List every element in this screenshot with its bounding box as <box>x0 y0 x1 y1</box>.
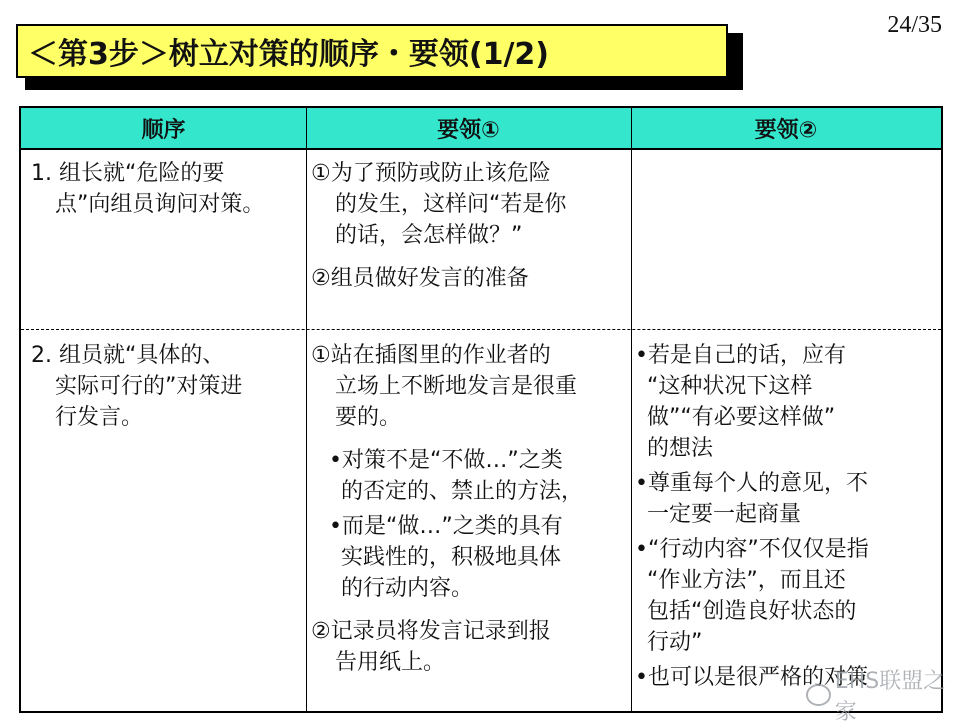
steps-table <box>19 106 943 713</box>
wechat-icon <box>806 684 831 706</box>
slide-title: ＜第3步＞树立对策的顺序・要领(1/2) <box>16 24 728 78</box>
row2-p2-bullet4: •也可以是很严格的对策 <box>635 665 868 690</box>
row2-sequence <box>31 340 303 433</box>
row2-point-1 <box>311 340 629 678</box>
watermark: EHS联盟之家 <box>806 664 960 726</box>
row2-p2-bullet3: •“行动内容”不仅仅是指 “作业方法”，而且还 包括“创造良好状态的 行动” <box>635 537 869 655</box>
column-divider <box>306 108 307 711</box>
row1-sequence <box>31 158 303 220</box>
column-divider <box>631 108 632 711</box>
row2-p1-item2: ②记录员将发言记录到报 告用纸上。 <box>311 619 551 675</box>
row2-p1-bullet2: •而是“做…”之类的具有 实践性的，积极地具体 的行动内容。 <box>329 514 563 601</box>
row2-p2-bullet2: •尊重每个人的意见，不 一定要一起商量 <box>635 471 868 527</box>
row2-p2-bullet1: •若是自己的话，应有 “这种状况下这样 做”“有必要这样做” 的想法 <box>635 343 846 461</box>
row1-seq-text: 1. 组长就“危险的要 点”向组员询问对策。 <box>31 161 265 217</box>
row2-seq-text: 2. 组员就“具体的、 实际可行的”对策进 行发言。 <box>31 343 243 430</box>
header-sequence: 顺序 <box>21 108 306 150</box>
row2-p1-bullet1: •对策不是“不做…”之类 的否定的、禁止的方法， <box>329 448 584 504</box>
row-divider <box>21 329 941 330</box>
row2-p1-item1: ①站在插图里的作业者的 立场上不断地发言是很重 要的。 <box>311 343 578 430</box>
row2-point-2 <box>635 340 939 693</box>
header-point-2: 要领② <box>631 108 941 150</box>
row1-p1-item2: ②组员做好发言的准备 <box>311 266 529 291</box>
row1-p1-item1: ①为了预防或防止该危险 的发生，这样问“若是你 的话，会怎样做？” <box>311 161 567 248</box>
row1-point-1 <box>311 158 629 294</box>
header-point-1: 要领① <box>306 108 631 150</box>
page-number: 24/35 <box>887 12 942 38</box>
